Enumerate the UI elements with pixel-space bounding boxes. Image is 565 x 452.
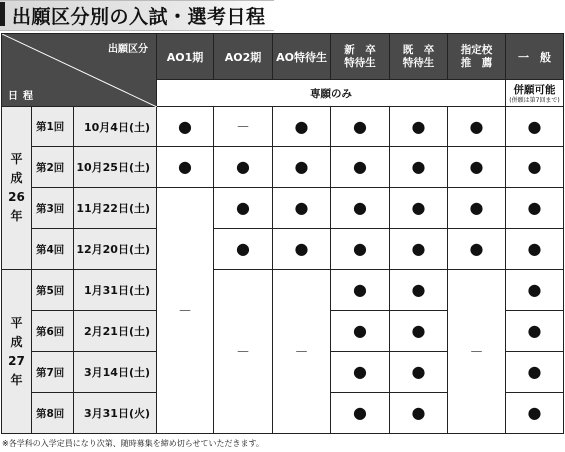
date-cell: 10月4日(土) bbox=[74, 107, 157, 147]
table-row bbox=[2, 147, 564, 188]
mark-cell: ● bbox=[390, 270, 448, 311]
mark-cell: ● bbox=[506, 107, 564, 147]
ao2-dash-span: － bbox=[214, 270, 273, 434]
column-header-ippan: 一 般 bbox=[506, 34, 564, 80]
footnote: ※各学科の入学定員になり次第、随時募集を締め切らせていただきます。 bbox=[2, 439, 264, 448]
mark-cell: ● bbox=[448, 147, 506, 188]
table-row bbox=[2, 229, 564, 270]
date-cell: 3月14日(土) bbox=[74, 352, 157, 393]
title-area bbox=[0, 0, 565, 30]
schedule-table bbox=[1, 33, 564, 434]
date-cell: 1月31日(土) bbox=[74, 270, 157, 311]
date-cell: 10月25日(土) bbox=[74, 147, 157, 188]
round-label: 第4回 bbox=[32, 229, 74, 270]
date-cell: 11月22日(土) bbox=[74, 188, 157, 229]
title-accent-bar bbox=[0, 2, 5, 26]
mark-cell: ● bbox=[506, 393, 564, 434]
date-cell: 3月31日(火) bbox=[74, 393, 157, 434]
mark-cell: ● bbox=[390, 107, 448, 147]
mark-cell: ● bbox=[331, 147, 390, 188]
mark-cell: ● bbox=[506, 147, 564, 188]
mark-cell: ● bbox=[448, 229, 506, 270]
exclusive-only-label: 専願のみ bbox=[157, 80, 506, 107]
concurrent-label bbox=[506, 80, 564, 107]
round-label: 第8回 bbox=[32, 393, 74, 434]
column-header-ao2: AO2期 bbox=[214, 34, 273, 80]
header-row bbox=[2, 34, 564, 80]
mark-cell: ● bbox=[506, 270, 564, 311]
mark-cell: ● bbox=[448, 107, 506, 147]
mark-cell: ● bbox=[273, 107, 331, 147]
mark-cell: ● bbox=[331, 188, 390, 229]
mark-cell: ● bbox=[157, 107, 214, 147]
year-label-h26: 平 成 26 年 bbox=[2, 107, 32, 270]
mark-cell: ● bbox=[390, 352, 448, 393]
table-row bbox=[2, 188, 564, 229]
mark-cell: ● bbox=[273, 147, 331, 188]
mark-cell: ● bbox=[214, 229, 273, 270]
mark-cell: ● bbox=[390, 311, 448, 352]
mark-cell: ● bbox=[390, 229, 448, 270]
mark-cell: ● bbox=[331, 352, 390, 393]
mark-cell: ● bbox=[506, 188, 564, 229]
mark-cell: ● bbox=[331, 107, 390, 147]
date-cell: 2月21日(土) bbox=[74, 311, 157, 352]
mark-cell: ● bbox=[390, 393, 448, 434]
header-corner bbox=[2, 34, 157, 107]
ao1-dash-span: － bbox=[157, 188, 214, 434]
column-header-shinsotsu: 新 卒 特待生 bbox=[331, 34, 390, 80]
mark-cell: ● bbox=[214, 188, 273, 229]
round-label: 第3回 bbox=[32, 188, 74, 229]
mark-cell: ● bbox=[273, 229, 331, 270]
round-label: 第7回 bbox=[32, 352, 74, 393]
year-label-h27: 平 成 27 年 bbox=[2, 270, 32, 434]
mark-cell: ● bbox=[506, 311, 564, 352]
column-header-shiteikou: 指定校 推 薦 bbox=[448, 34, 506, 80]
mark-cell: ● bbox=[506, 229, 564, 270]
mark-cell: ● bbox=[331, 270, 390, 311]
mark-cell: ● bbox=[331, 393, 390, 434]
column-header-ao1: AO1期 bbox=[157, 34, 214, 80]
page-title: 出願区分別の入試・選考日程 bbox=[12, 6, 266, 28]
concurrent-note: (併願は第7回まで) bbox=[509, 97, 560, 104]
ao-tok-dash-span: － bbox=[273, 270, 331, 434]
mark-cell: ● bbox=[448, 188, 506, 229]
date-cell: 12月20日(土) bbox=[74, 229, 157, 270]
column-header-kisotsu: 既 卒 特待生 bbox=[390, 34, 448, 80]
concurrent-text: 併願可能 bbox=[513, 84, 556, 96]
table-row bbox=[2, 270, 564, 311]
mark-cell: ● bbox=[331, 229, 390, 270]
table-row bbox=[2, 107, 564, 147]
corner-label-category: 出願区分 bbox=[108, 44, 149, 55]
mark-cell: ● bbox=[273, 188, 331, 229]
mark-cell: ● bbox=[390, 147, 448, 188]
round-label: 第6回 bbox=[32, 311, 74, 352]
round-label: 第2回 bbox=[32, 147, 74, 188]
mark-cell: ● bbox=[506, 352, 564, 393]
mark-cell: ● bbox=[157, 147, 214, 188]
mark-cell: ● bbox=[214, 147, 273, 188]
mark-cell: ● bbox=[390, 188, 448, 229]
corner-label-schedule: 日程 bbox=[8, 91, 38, 102]
shitei-dash-span: － bbox=[448, 270, 506, 434]
column-header-ao-tokutaisei: AO特待生 bbox=[273, 34, 331, 80]
mark-cell: － bbox=[214, 107, 273, 147]
round-label: 第5回 bbox=[32, 270, 74, 311]
mark-cell: ● bbox=[331, 311, 390, 352]
round-label: 第1回 bbox=[32, 107, 74, 147]
